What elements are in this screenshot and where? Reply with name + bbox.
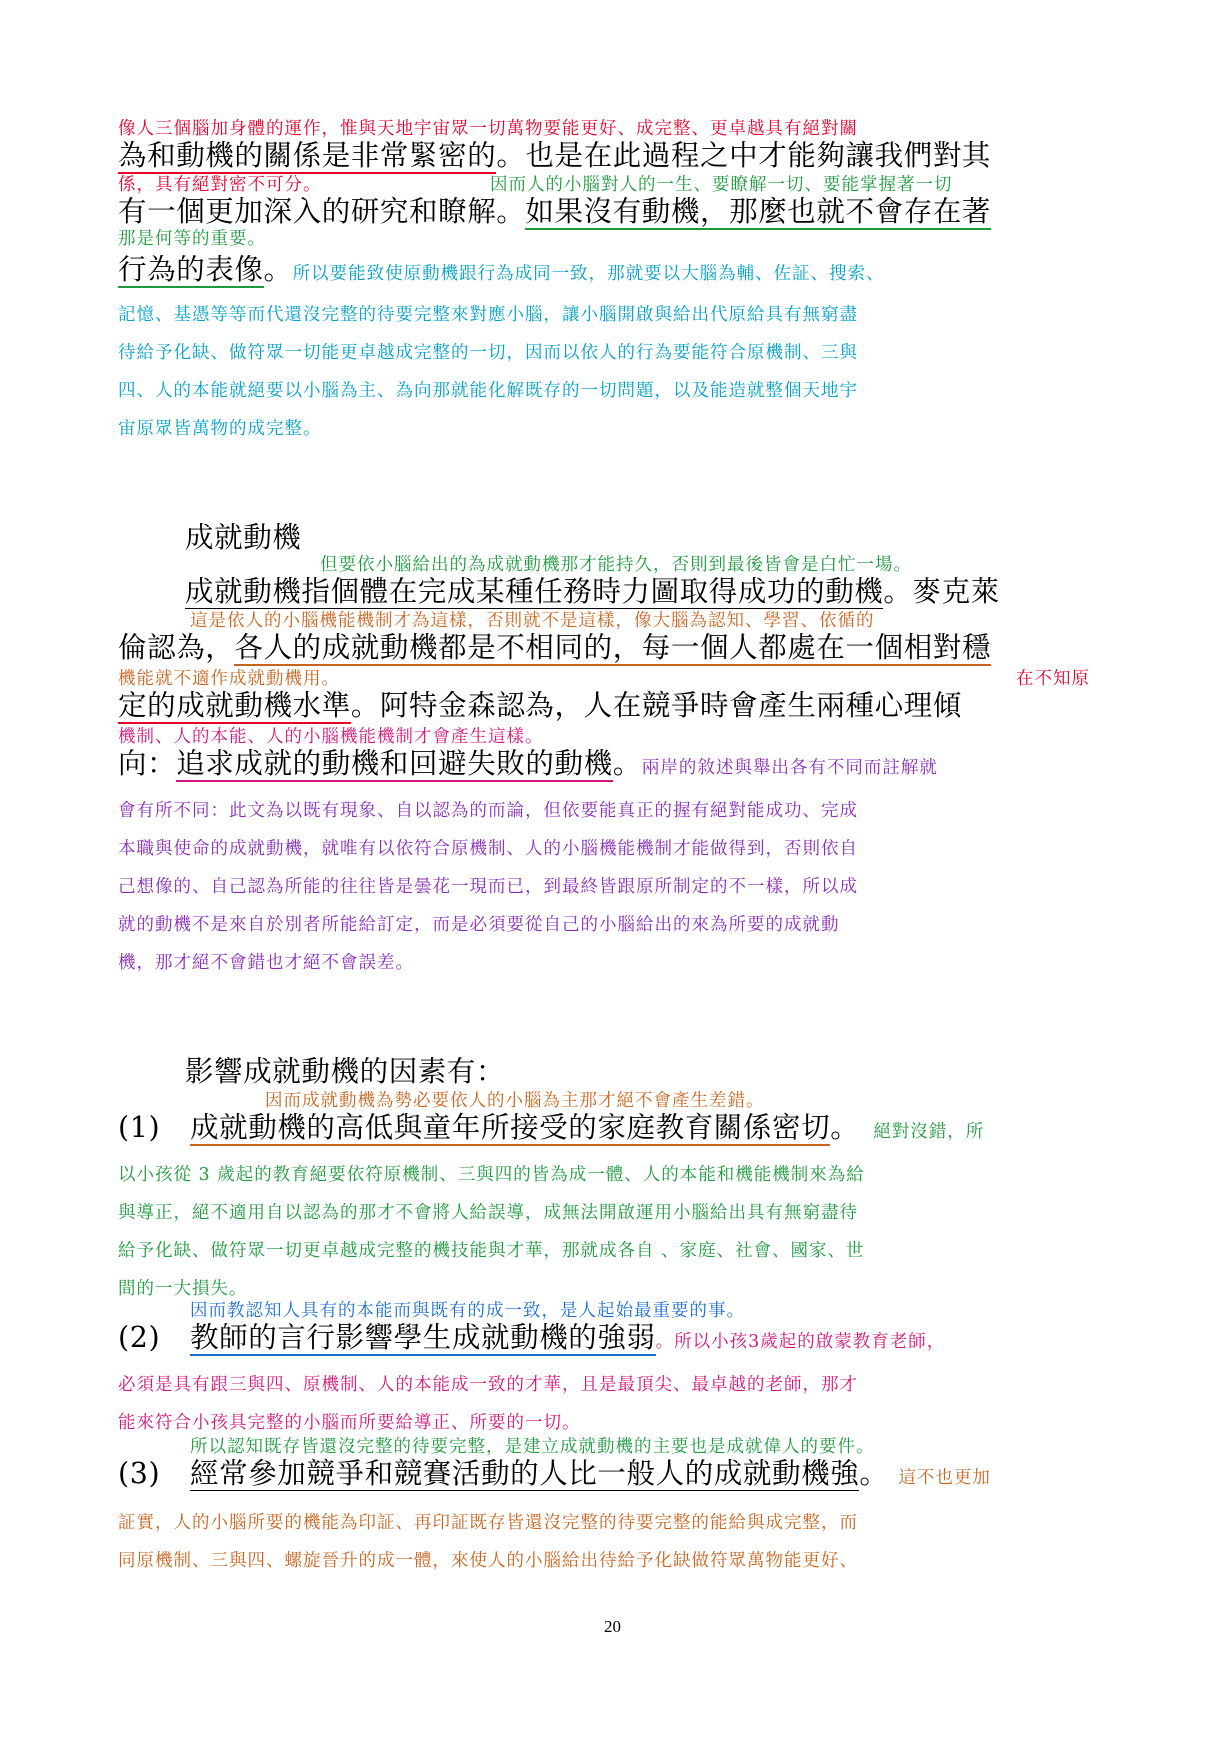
section-heading: 影響成就動機的因素有：: [185, 1055, 506, 1088]
annotation-line: 以小孩從 3 歲起的教育絕要依符原機制、三與四的皆為成一體、人的本能和機能機制來為給: [118, 1165, 865, 1185]
body-line: 行為的表像。所以要能致使原動機跟行為成同一致，那就要以大腦為輔、佐証、搜索、: [118, 253, 885, 286]
annotation-line: 但要依小腦給出的為成就動機那才能持久，否則到最後皆會是白忙一場。: [320, 555, 912, 575]
annotation-line: 宙原眾皆萬物的成完整。: [118, 419, 322, 439]
annotation-line: 所以認知既存皆還沒完整的待要完整，是建立成就動機的主要也是成就偉人的要件。: [190, 1437, 875, 1457]
list-item: (3) 經常參加競爭和競賽活動的人比一般人的成就動機強。 這不也更加: [118, 1457, 991, 1490]
annotation-line: 同原機制、三與四、螺旋晉升的成一體，來使人的小腦給出待給予化缺做符眾萬物能更好、: [118, 1551, 858, 1571]
annotation-line: 記憶、基憑等等而代還沒完整的待要完整來對應小腦，讓小腦開啟與給出代原給具有無窮盡: [118, 305, 858, 325]
annotation-line: 証實，人的小腦所要的機能為印証、再印証既存皆還沒完整的待要完整的能給與成完整，而: [118, 1513, 858, 1533]
list-item: (2) 教師的言行影響學生成就動機的強弱。所以小孩3歲起的啟蒙教育老師，: [118, 1321, 946, 1354]
body-line: 為和動機的關係是非常緊密的。也是在此過程之中才能夠讓我們對其: [118, 139, 992, 172]
annotation-line: 像人三個腦加身體的運作，惟與天地宇宙眾一切萬物要能更好、成完整、更卓越具有絕對關: [118, 119, 858, 139]
annotation-line: 因而教認知人具有的本能而與既有的成一致，是人起始最重要的事。: [190, 1301, 745, 1321]
body-line: 定的成就動機水準。阿特金森認為，人在競爭時會產生兩種心理傾: [118, 689, 962, 722]
annotation-line: 機制、人的本能、人的小腦機能機制才會產生這樣。: [118, 727, 544, 747]
annotation-line: 間的一大損失。: [118, 1279, 248, 1299]
annotation-line: 這是依人的小腦機能機制才為這樣，否則就不是這樣，像大腦為認知、學習、依循的: [190, 611, 875, 631]
annotation-line: 係，具有絕對密不可分。 因而人的小腦對人的一生、要瞭解一切、要能掌握著一切: [118, 175, 953, 195]
annotation-line: 必須是具有跟三與四、原機制、人的本能成一致的才華，且是最頂尖、最卓越的老師，那才: [118, 1375, 858, 1395]
body-line: 倫認為，各人的成就動機都是不相同的，每一個人都處在一個相對穩: [118, 631, 992, 664]
body-line: 向：追求成就的動機和回避失敗的動機。兩岸的敘述與舉出各有不同而註解就: [118, 747, 938, 780]
annotation-line: 本職與使命的成就動機，就唯有以依符合原機制、人的小腦機能機制才能做得到，否則依自: [118, 839, 858, 859]
body-line: 有一個更加深入的研究和瞭解。如果沒有動機，那麼也就不會存在著: [118, 195, 992, 228]
annotation-line: 就的動機不是來自於別者所能給訂定，而是必須要從自己的小腦給出的來為所要的成就動: [118, 915, 840, 935]
annotation-line: 機能就不適作成就動機用。 在不知原: [118, 669, 1090, 689]
annotation-line: 給予化缺、做符眾一切更卓越成完整的機技能與才華，那就成各自 、家庭、社會、國家、世: [118, 1241, 865, 1261]
annotation-line: 四、人的本能就絕要以小腦為主、為向那就能化解既存的一切問題，以及能造就整個天地宇: [118, 381, 858, 401]
annotation-line: 會有所不同：此文為以既有現象、自以認為的而論，但依要能真正的握有絕對能成功、完成: [118, 801, 858, 821]
annotation-line: 機，那才絕不會錯也才絕不會誤差。: [118, 953, 414, 973]
section-heading: 成就動機: [185, 521, 302, 554]
annotation-line: 待給予化缺、做符眾一切能更卓越成完整的一切，因而以依人的行為要能符合原機制、三與: [118, 343, 858, 363]
annotation-line: 能來符合小孩具完整的小腦而所要給導正、所要的一切。: [118, 1413, 581, 1433]
annotation-line: 因而成就動機為勢必要依人的小腦為主那才絕不會產生差錯。: [265, 1091, 765, 1111]
annotation-line: 與導正，絕不適用自以認為的那才不會將人給誤導，成無法開啟運用小腦給出具有無窮盡待: [118, 1203, 858, 1223]
annotation-line: 那是何等的重要。: [118, 229, 266, 249]
body-line: 成就動機指個體在完成某種任務時力圖取得成功的動機。麥克萊: [185, 575, 1000, 608]
annotation-line: 己想像的、自己認為所能的往往皆是曇花一現而已，到最終皆跟原所制定的不一樣，所以成: [118, 877, 858, 897]
list-item: (1) 成就動機的高低與童年所接受的家庭教育關係密切。 絕對沒錯，所: [118, 1111, 985, 1144]
page-number: 20: [604, 1617, 621, 1636]
